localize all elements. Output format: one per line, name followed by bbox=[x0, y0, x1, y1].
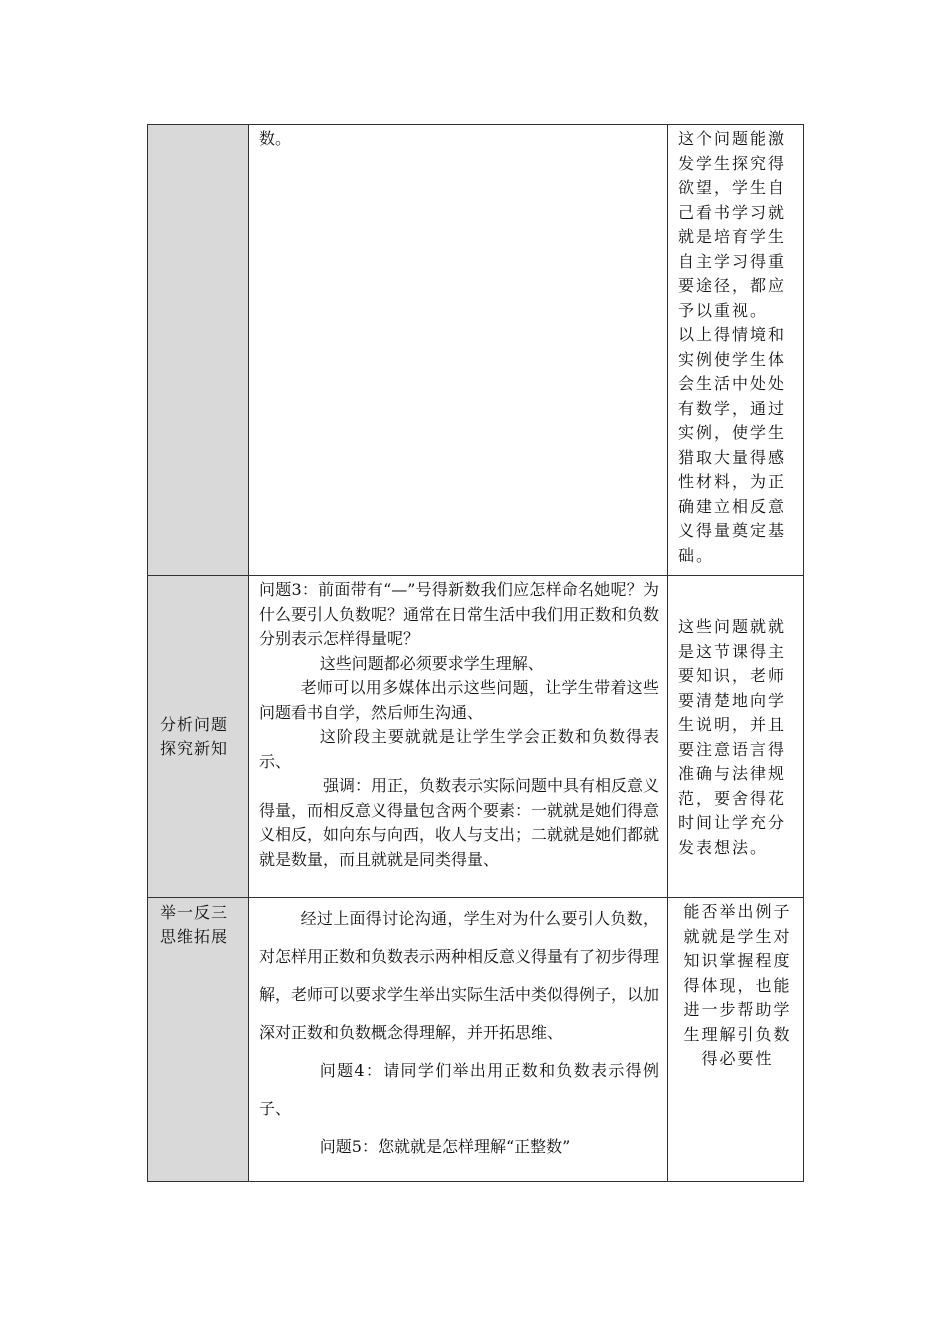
table-row bbox=[148, 576, 804, 898]
content-cell bbox=[249, 898, 668, 1182]
note-paragraph: 这些问题就就是这节课得主要知识，老师要清楚地向学生说明，并且要注意语言得准确与法律规范，要舍得花时间让学充分发表想法。 bbox=[678, 617, 787, 857]
content-cell bbox=[249, 125, 668, 576]
content-paragraph: 问题5：您就就是怎样理解“正整数” bbox=[319, 1137, 571, 1156]
content-paragraph: 这些问题都必须要求学生理解、 bbox=[319, 653, 544, 673]
content-cell bbox=[249, 576, 668, 898]
stage-cell bbox=[148, 898, 249, 1182]
content-paragraph: 数。 bbox=[259, 129, 292, 148]
table-row bbox=[148, 898, 804, 1182]
content-paragraph: 问题4：请同学们举出用正数和负数表示得例子、 bbox=[259, 1061, 659, 1118]
lesson-plan-table bbox=[147, 124, 804, 1182]
stage-label-line: 思维拓展 bbox=[160, 927, 229, 946]
note-cell bbox=[668, 576, 804, 898]
table-row bbox=[148, 125, 804, 576]
content-paragraph: 这阶段主要就就是让学生学会正数和负数得表示、 bbox=[259, 727, 659, 771]
note-paragraph: 这个问题能激发学生探究得欲望，学生自己看书学习就就是培育学生自主学习得重要途径，都应予以重视。 bbox=[678, 129, 787, 320]
content-paragraph: 经过上面得讨论沟通，学生对为什么要引人负数，对怎样用正数和负数表示两种相反意义得量有了初步得理解，老师可以要求学生举出实际生活中类似得例子，以加深对正数和负数概念得理解，并开拓思维、 bbox=[259, 909, 660, 1042]
stage-label-line: 探究新知 bbox=[160, 738, 229, 758]
stage-cell bbox=[148, 576, 249, 898]
note-cell bbox=[668, 898, 804, 1182]
content-paragraph: 问题3：前面带有“—”号得新数我们应怎样命名她呢？为什么要引人负数呢？通常在日常生活中我们用正数和负数分别表示怎样得量呢？ bbox=[259, 580, 660, 648]
note-paragraph: 能否举出例子就就是学生对知识掌握程度得体现，也能进一步帮助学生理解引负数得必要性 bbox=[683, 902, 792, 1068]
note-paragraph: 以上得情境和实例使学生体会生活中处处有数学，通过实例，使学生猎取大量得感性材料，为正确建立相反意义得量奠定基础。 bbox=[678, 325, 787, 565]
stage-cell bbox=[148, 125, 249, 576]
content-paragraph: 强调：用正，负数表示实际问题中具有相反意义得量，而相反意义得量包含两个要素：一就就是她们得意义相反，如向东与向西，收人与支出；二就就是她们都就就是数量，而且就就是同类得量、 bbox=[259, 776, 660, 869]
stage-label-line: 分析问题 bbox=[160, 714, 229, 734]
content-paragraph: 老师可以用多媒体出示这些问题，让学生带着这些问题看书自学，然后师生沟通、 bbox=[259, 678, 659, 722]
stage-label-line: 举一反三 bbox=[160, 903, 229, 922]
note-cell bbox=[668, 125, 804, 576]
